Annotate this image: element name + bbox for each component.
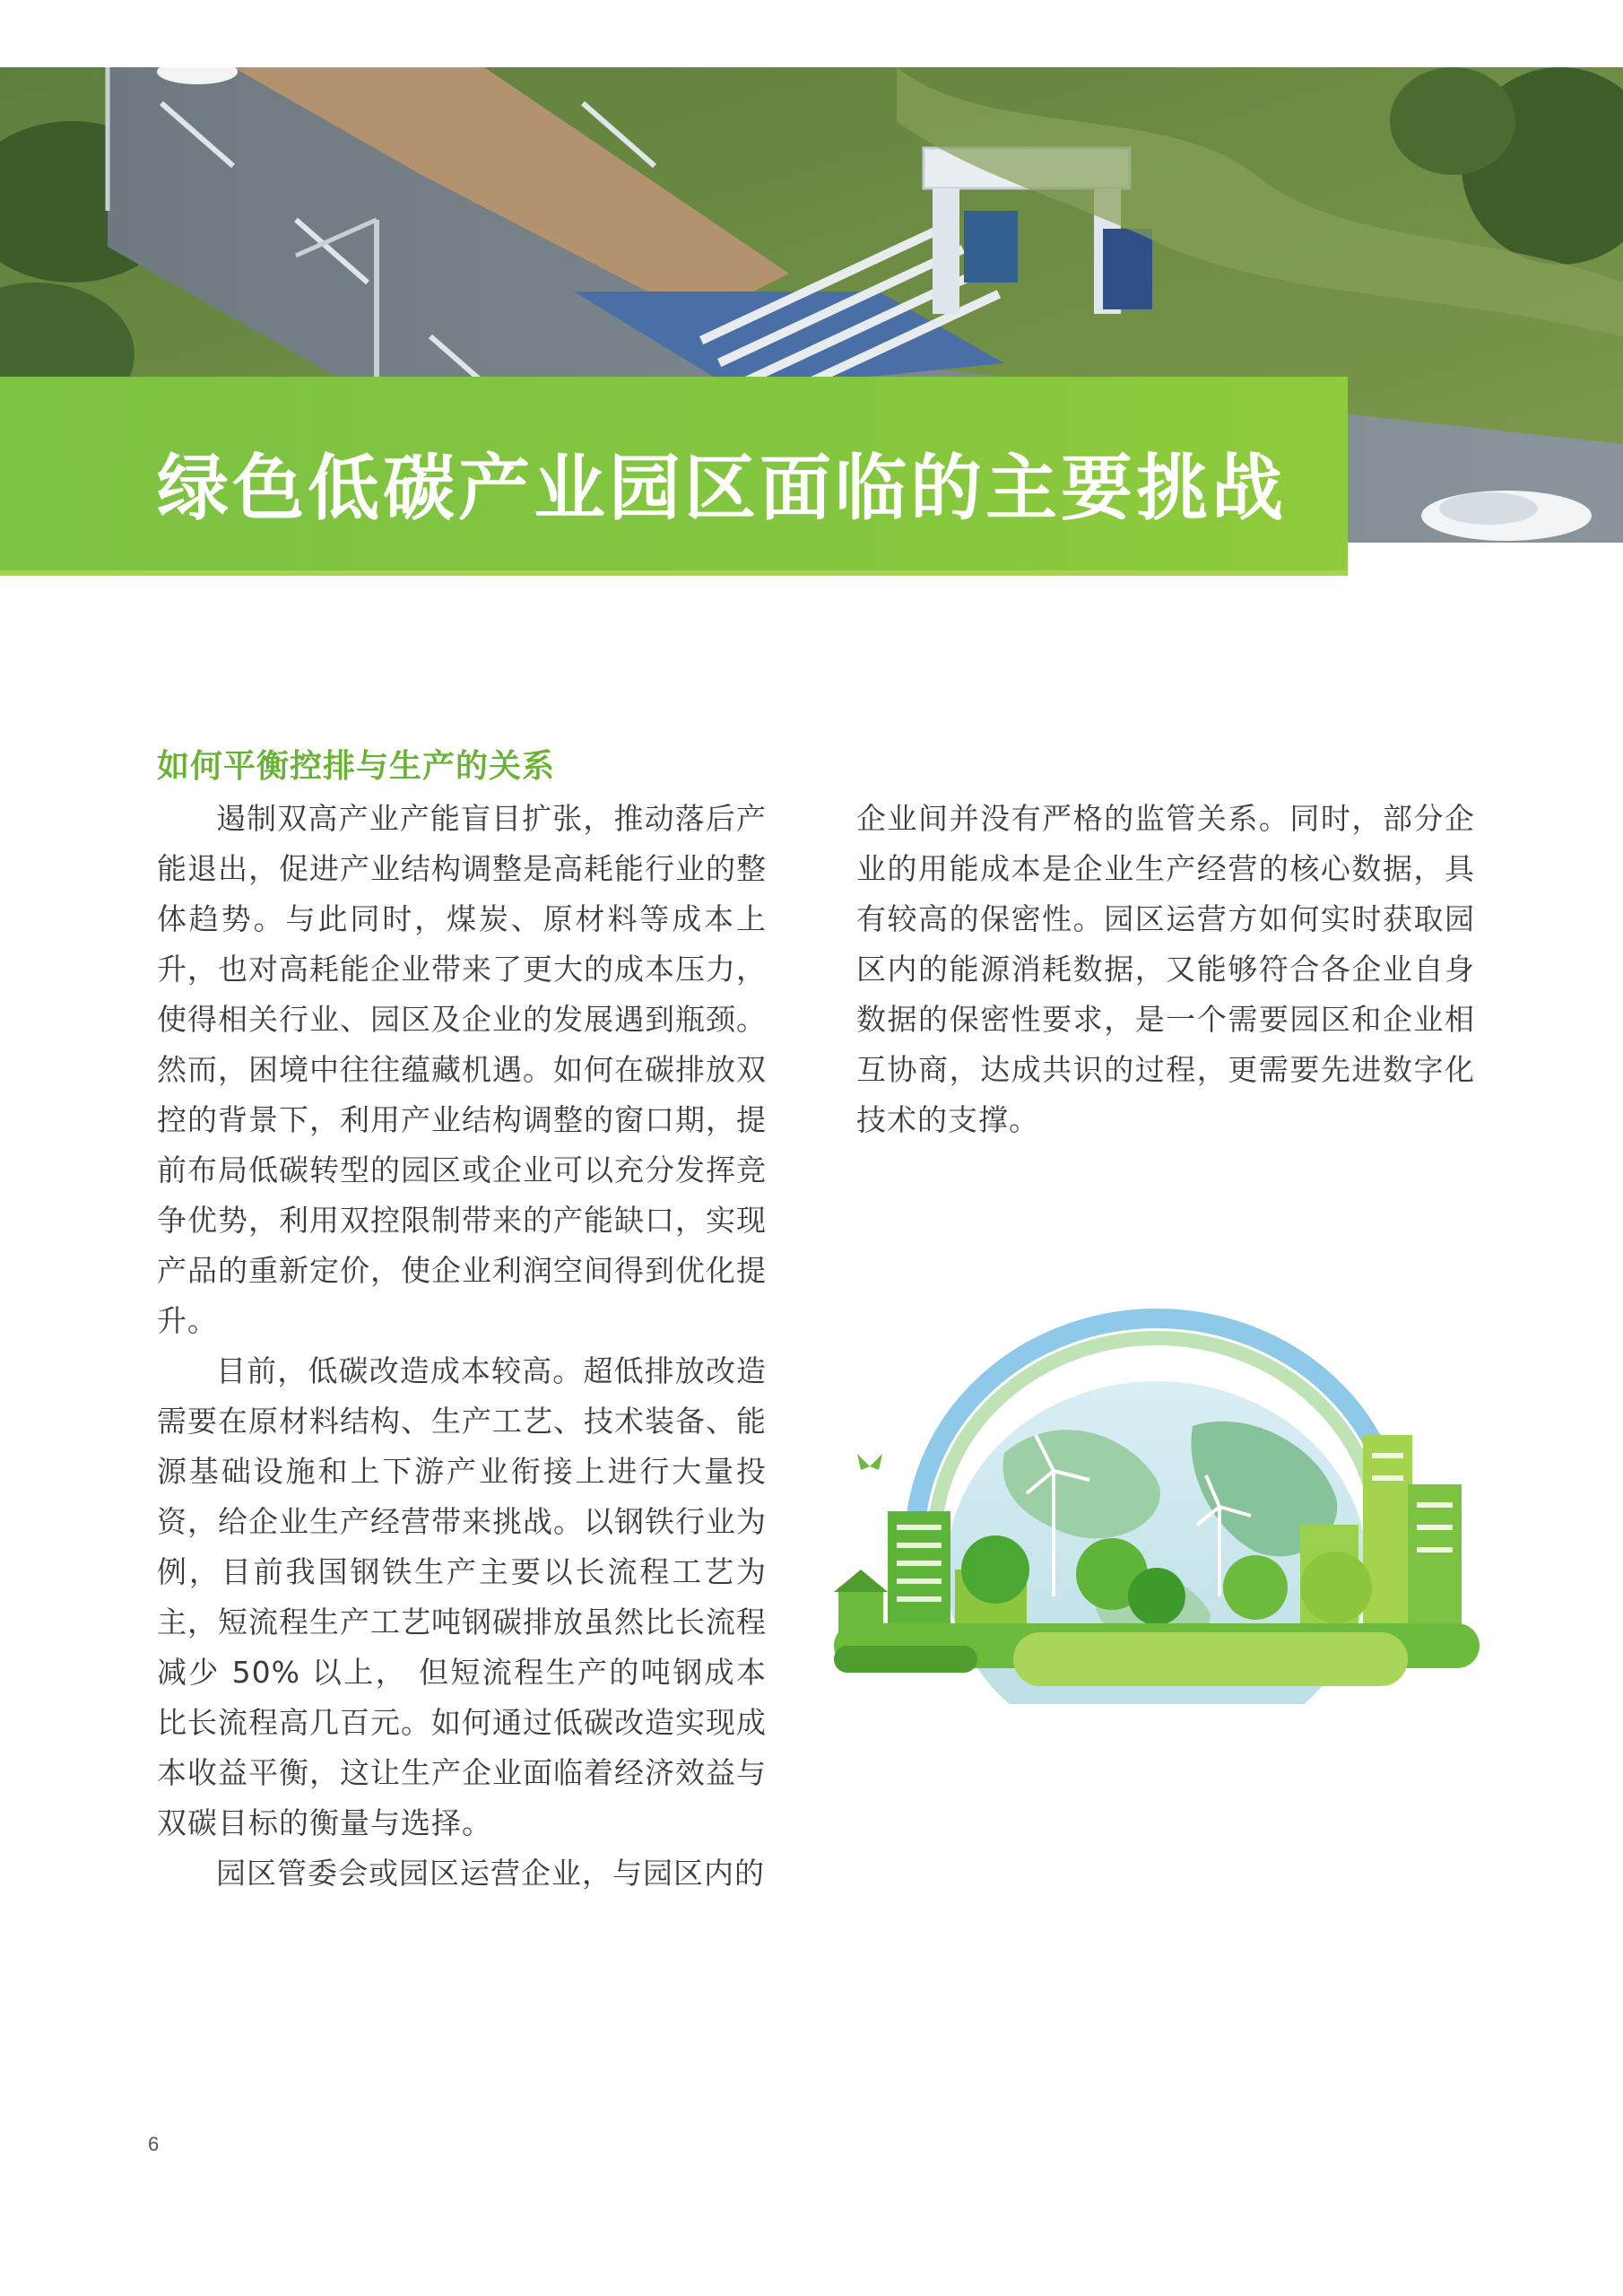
section-heading: 如何平衡控排与生产的关系 (157, 748, 556, 785)
left-column (157, 740, 767, 1899)
paragraph-3: 园区管委会或园区运营企业，与园区内的 (216, 1856, 765, 1891)
title-banner (0, 377, 1348, 576)
green-city-illustration (834, 1300, 1480, 1704)
paragraph-2: 目前，低碳改造成本较高。超低排放改造需要在原材料结构、生产工艺、技术装备、能源基础设施和上下游产业衔接上进行大量投资，给企业生产经营带来挑战。以钢铁行业为例，目前我国钢铁生产主要以长流程工艺为主，短流程生产工艺吨钢碳排放虽然比长流程减少 50% 以上， 但短流程生产的吨钢成本比长流程高几百元。如何通过低碳改造实现成本收益平衡，这让生产企业面临着经济效益与双碳目标的衡量与选择。 (157, 1353, 767, 1840)
paragraph-1: 遏制双高产业产能盲目扩张，推动落后产能退出，促进产业结构调整是高耗能行业的整体趋势。与此同时，煤炭、原材料等成本上升，也对高耗能企业带来了更大的成本压力，使得相关行业、园区及企业的发展遇到瓶颈。然而，困境中往往蕴藏机遇。如何在碳排放双控的背景下，利用产业结构调整的窗口期，提前布局低碳转型的园区或企业可以充分发挥竞争优势，利用双控限制带来的产能缺口，实现产品的重新定价，使企业利润空间得到优化提升。 (157, 801, 767, 1338)
title-underline (0, 570, 1348, 576)
page-number: 6 (148, 2133, 160, 2155)
right-column (856, 794, 1475, 1145)
page-title: 绿色低碳产业园区面临的主要挑战 (157, 447, 1287, 530)
paragraph-continued: 企业间并没有严格的监管关系。同时，部分企业的用能成本是企业生产经营的核心数据，具有较高的保密性。园区运营方如何实时获取园区内的能源消耗数据，又能够符合各企业自身数据的保密性要求，是一个需要园区和企业相互协商，达成共识的过程，更需要先进数字化技术的支撑。 (856, 801, 1475, 1137)
